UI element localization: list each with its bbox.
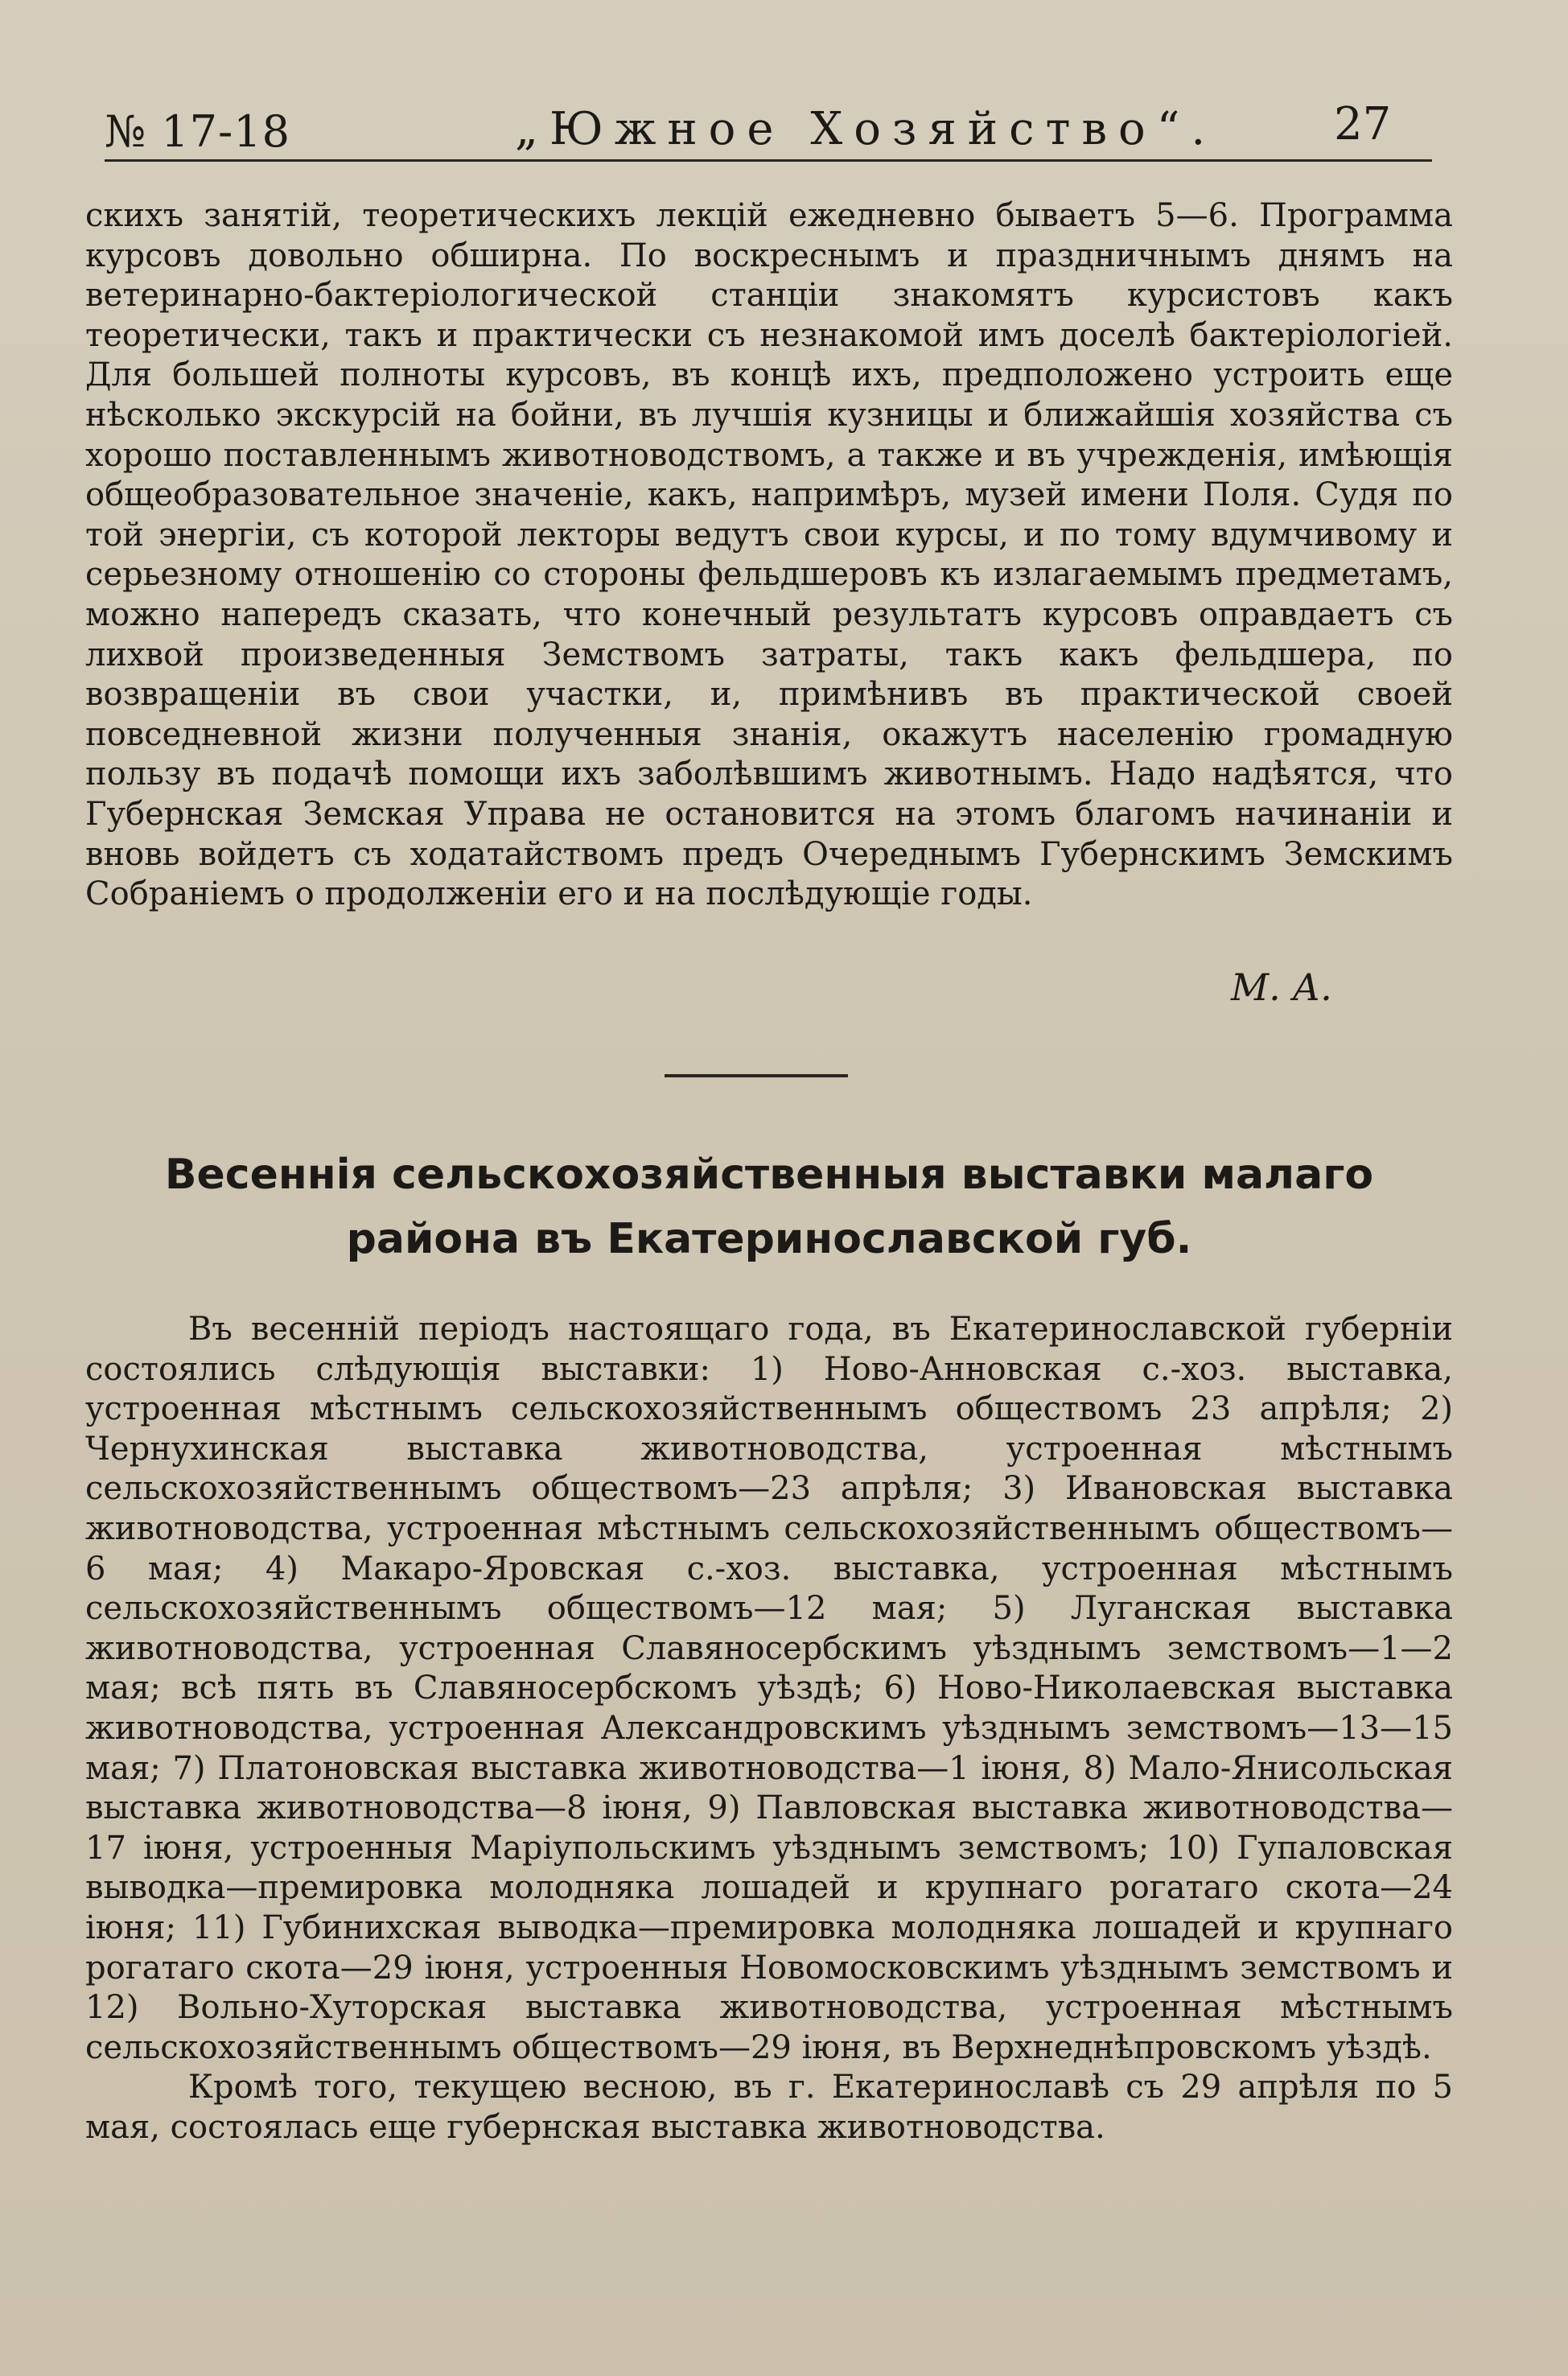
article-title-line-1: Весеннія сельскохозяйственныя выставки малаго — [164, 1151, 1374, 1199]
article-title-line-2: района въ Екатеринославской губ. — [346, 1215, 1192, 1263]
section-divider — [665, 1074, 848, 1077]
journal-title: „Южное Хозяйство“. — [515, 103, 1217, 155]
article-continuation — [85, 196, 1453, 915]
article-title — [85, 1143, 1453, 1271]
issue-number: № 17-18 — [105, 106, 290, 157]
author-signature: М. А. — [1231, 966, 1332, 1009]
page-header — [105, 95, 1432, 162]
article-paragraph: скихъ занятій, теоретическихъ лекцій ежедневно бываетъ 5—6. Программа курсовъ довольно обширна. По воскреснымъ и праздничнымъ днямъ на ветеринарно-бактеріологической станціи знакомятъ курсистовъ какъ теоретически, такъ и практически съ незнакомой имъ доселѣ бактеріологіей. Для большей полноты курсовъ, въ концѣ ихъ, предположено устроить еще нѣсколько экскурсій на бойни, въ лучшія кузницы и ближайшія хозяйства съ хорошо поставленнымъ животноводствомъ, а также и въ учрежденія, имѣющія общеобразовательное значеніе, какъ, напримѣръ, музей имени Поля. Судя по той энергіи, съ которой лекторы ведутъ свои курсы, и по тому вдумчивому и серьезному отношенію со стороны фельдшеровъ къ излагаемымъ предметамъ, можно напередъ сказать, что конечный результатъ курсовъ оправдаетъ съ лихвой произведенныя Земствомъ затраты, такъ какъ фельдшера, по возвращеніи въ свои участки, и, примѣнивъ въ практической своей повседневной жизни полученныя знанія, окажутъ населенію громадную пользу въ подачѣ помощи ихъ заболѣвшимъ животнымъ. Надо надѣятся, что Губернская Земская Управа не остановится на этомъ благомъ начинаніи и вновь войдетъ съ ходатайствомъ предъ Очереднымъ Губернскимъ Земскимъ Собраніемъ о продолженіи его и на послѣдующіе годы. — [85, 197, 1453, 913]
page-number: 27 — [1334, 98, 1392, 150]
article-paragraph-2: Кромѣ того, текущею весною, въ г. Екатеринославѣ съ 29 апрѣля по 5 мая, состоялась еще губернская выставка животноводства. — [85, 2069, 1453, 2146]
article-paragraph-1: Въ весенній періодъ настоящаго года, въ Екатеринославской губерніи состоялись слѣдующія выставки: 1) Ново-Анновская с.-хоз. выставка, устроенная мѣстнымъ сельскохозяйственнымъ обществомъ 23 апрѣля; 2) Чернухинская выставка животноводства, устроенная мѣстнымъ сельскохозяйственнымъ обществомъ—23 апрѣля; 3) Ивановская выставка животноводства, устроенная мѣстнымъ сельскохозяйственнымъ обществомъ—6 мая; 4) Макаро-Яровская с.-хоз. выставка, устроенная мѣстнымъ сельскохозяйственнымъ обществомъ—12 мая; 5) Луганская выставка животноводства, устроенная Славяносербскимъ уѣзднымъ земствомъ—1—2 мая; всѣ пять въ Славяносербскомъ уѣздѣ; 6) Ново-Николаевская выставка животноводства, устроенная Александровскимъ уѣзднымъ земствомъ—13—15 мая; 7) Платоновская выставка животноводства—1 іюня, 8) Мало-Янисольская выставка животноводства—8 іюня, 9) Павловская выставка животноводства—17 іюня, устроенныя Маріупольскимъ уѣзднымъ земствомъ; 10) Гупаловская выводка—премировка молодняка лошадей и крупнаго рогатаго скота—24 іюня; 11) Губинихская выводка—премировка молодняка лошадей и крупнаго рогатаго скота—29 іюня, устроенныя Новомосковскимъ уѣзднымъ земствомъ и 12) Вольно-Хуторская выставка животноводства, устроенная мѣстнымъ сельскохозяйственнымъ обществомъ—29 іюня, въ Верхнеднѣпровскомъ уѣздѣ. — [85, 1311, 1453, 2066]
article-body — [85, 1310, 1453, 2147]
